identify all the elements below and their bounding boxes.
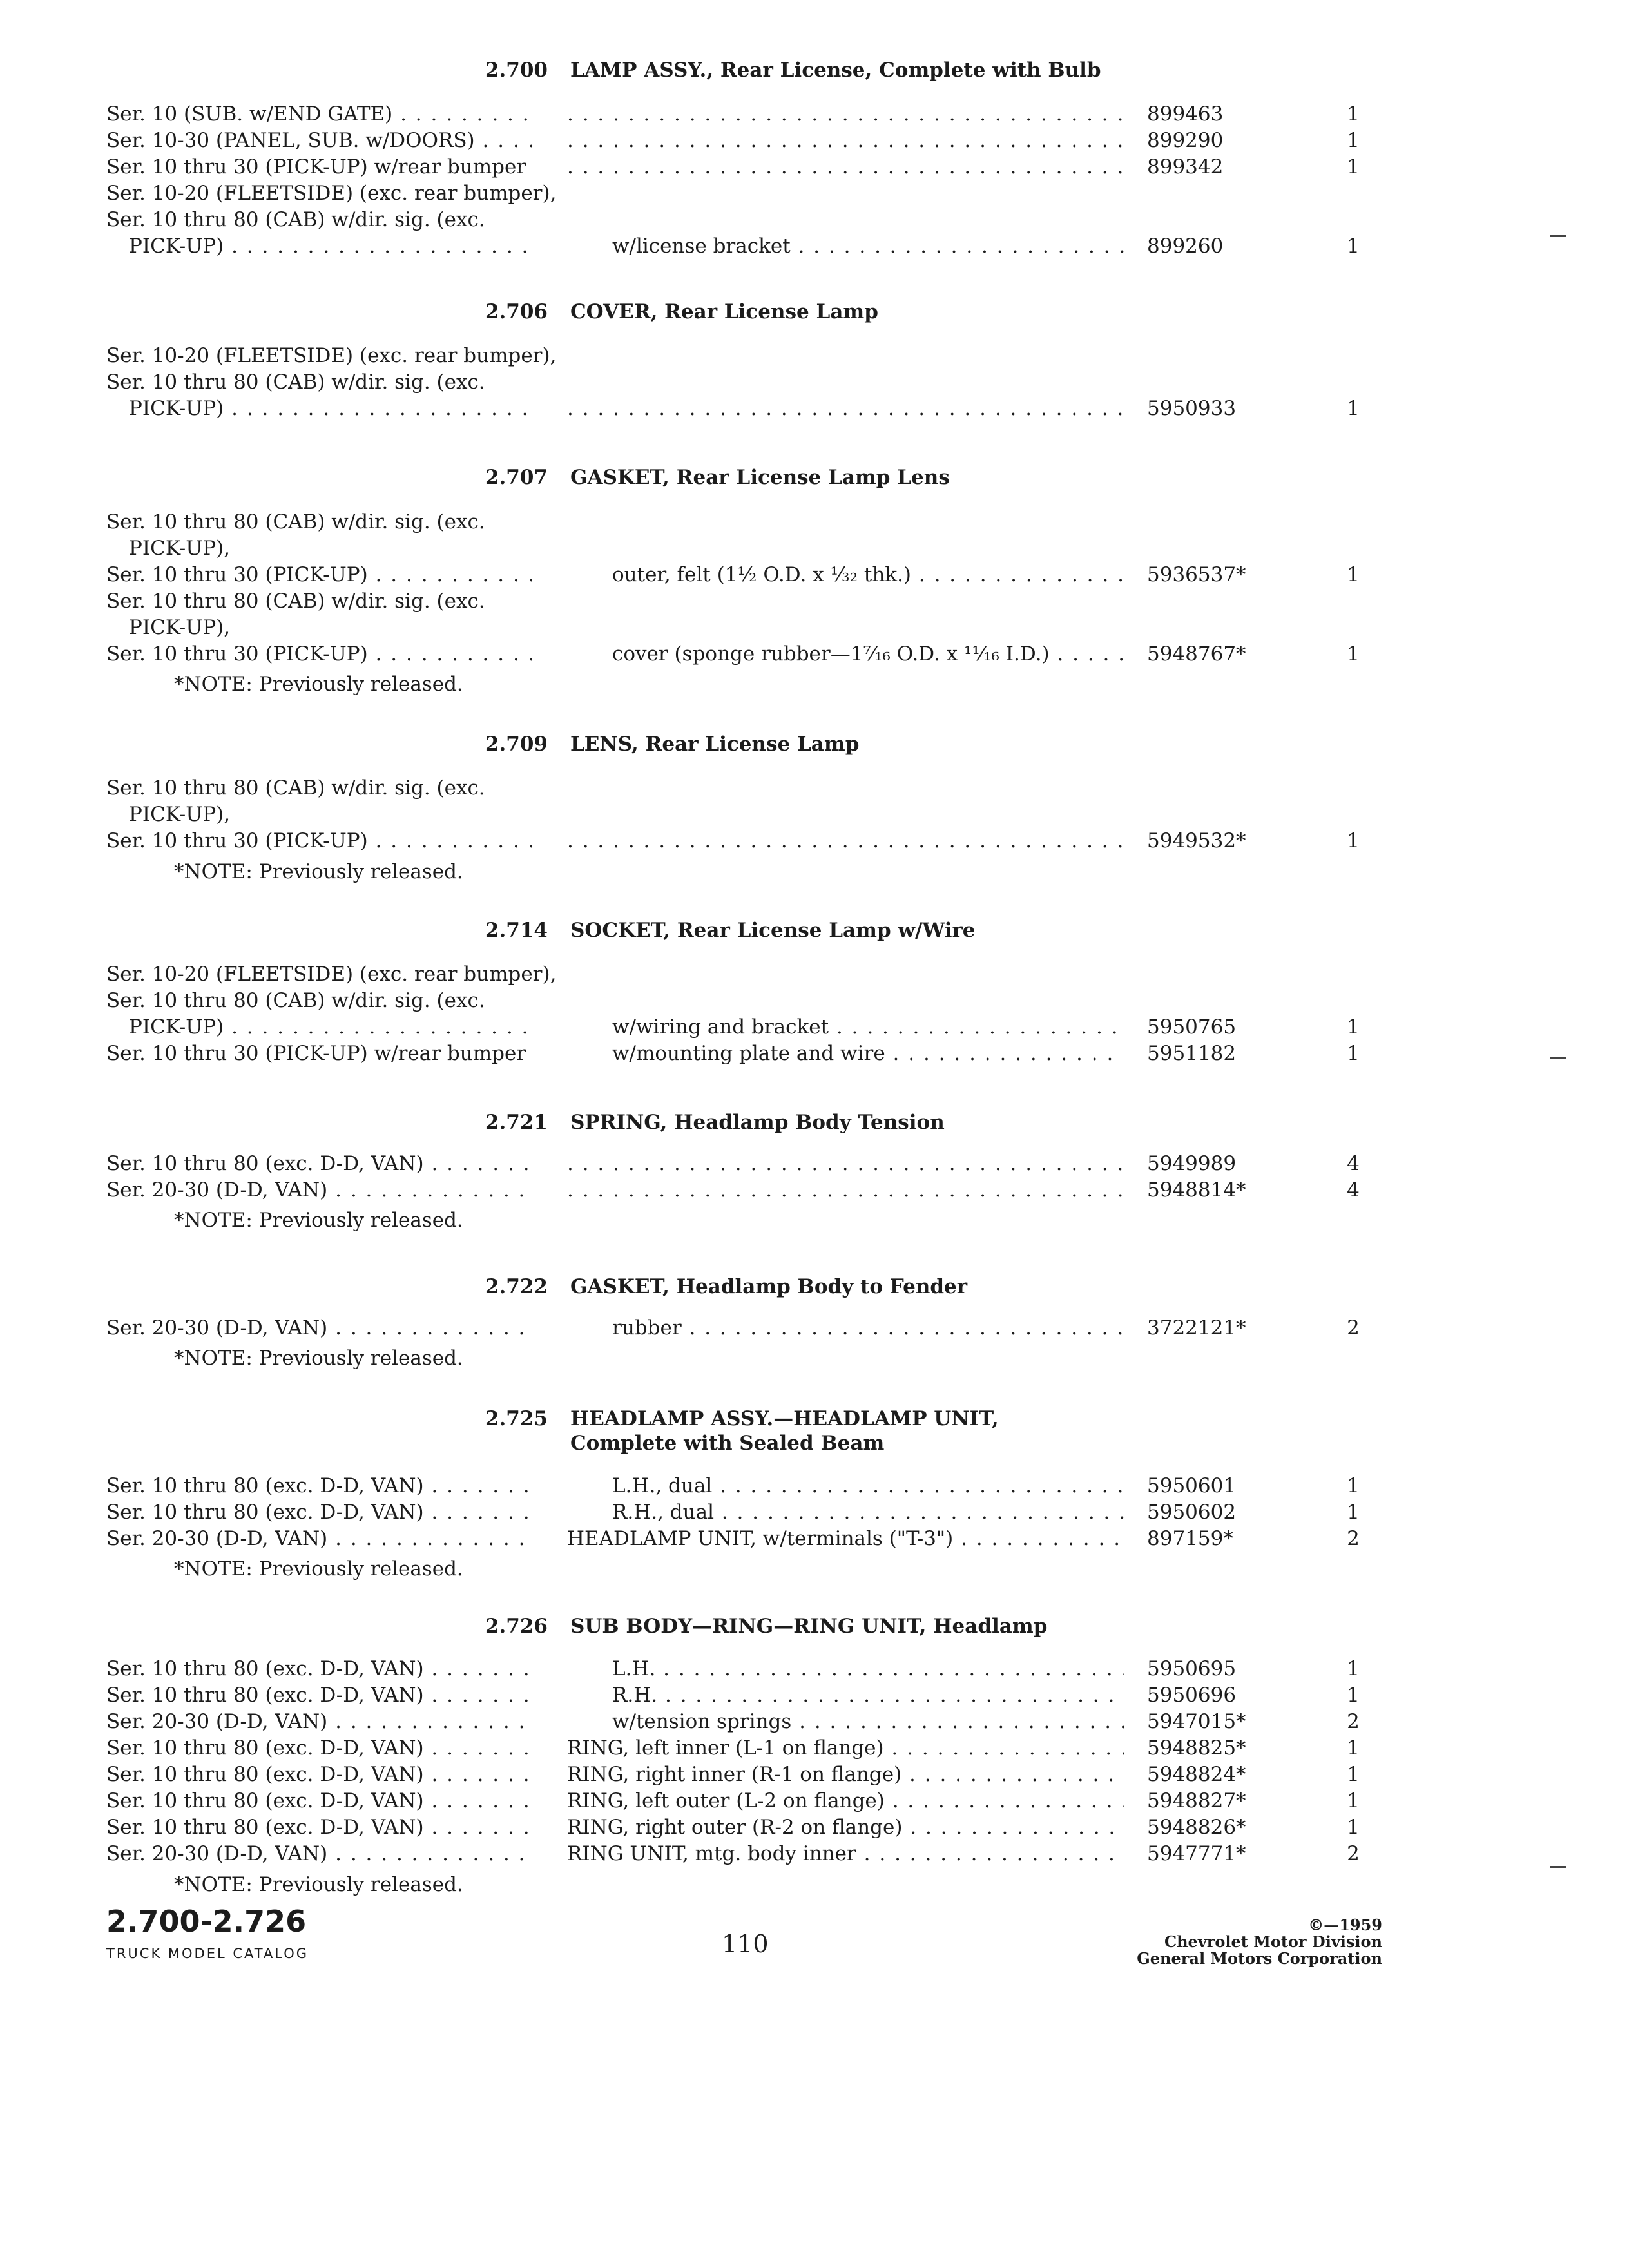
section-heading <box>451 1273 1353 1300</box>
footnote: *NOTE: Previously released. <box>174 1347 463 1370</box>
quantity: 1 <box>1347 1474 1360 1497</box>
description-text <box>567 1177 1124 1204</box>
part-number: 5948825* <box>1147 1736 1246 1760</box>
series-text: Ser. 20-30 (D-D, VAN) . . . <box>106 1526 532 1552</box>
series-text: Ser. 10 thru 80 (exc. D-D, VAN) . . . <box>106 1499 532 1526</box>
description-text: HEADLAMP UNIT, w/terminals ("T-3") . . . <box>567 1526 1124 1552</box>
series-text: PICK-UP), <box>129 537 231 560</box>
quantity: 1 <box>1347 829 1360 852</box>
series-text: Ser. 10 thru 80 (exc. D-D, VAN) . . . <box>106 1682 532 1709</box>
quantity: 2 <box>1347 1842 1360 1865</box>
section-title: COVER, Rear License Lamp <box>570 300 878 323</box>
division-line: Chevrolet Motor Division <box>1164 1932 1382 1951</box>
catalog-title: TRUCK MODEL CATALOG <box>106 1946 309 1961</box>
quantity: 2 <box>1347 1710 1360 1733</box>
quantity: 1 <box>1347 1816 1360 1839</box>
description-text: RING, left outer (L-2 on flange) . . . <box>567 1788 1124 1814</box>
section-title: LAMP ASSY., Rear License, Complete with Bulb <box>570 59 1101 82</box>
series-text: Ser. 20-30 (D-D, VAN) . . . <box>106 1315 532 1341</box>
section-number: 2.706 <box>485 300 548 323</box>
section-heading <box>451 731 1353 758</box>
corporation-line: General Motors Corporation <box>1137 1949 1382 1968</box>
series-text: Ser. 10 thru 80 (exc. D-D, VAN) . . . <box>106 1151 532 1177</box>
description-text <box>567 154 1124 180</box>
section-number: 2.722 <box>485 1275 548 1298</box>
section-title: HEADLAMP ASSY.—HEADLAMP UNIT, <box>570 1407 999 1430</box>
quantity: 1 <box>1347 1501 1360 1524</box>
section-number: 2.726 <box>485 1615 548 1638</box>
quantity: 1 <box>1347 155 1360 178</box>
quantity: 1 <box>1347 235 1360 258</box>
description-text: L.H. . . . <box>612 1656 1124 1682</box>
series-text: Ser. 20-30 (D-D, VAN) . . . <box>106 1709 532 1735</box>
series-text: Ser. 10 thru 80 (exc. D-D, VAN) . . . <box>106 1814 532 1841</box>
part-number: 5950601 <box>1147 1474 1237 1497</box>
page-range-code: 2.700-2.726 <box>106 1904 307 1939</box>
series-text: Ser. 10 thru 80 (exc. D-D, VAN) . . . <box>106 1656 532 1682</box>
description-text: w/license bracket . . . <box>612 233 1124 260</box>
footnote: *NOTE: Previously released. <box>174 673 463 696</box>
section-number: 2.714 <box>485 919 548 942</box>
series-text: Ser. 10 (SUB. w/END GATE) . . . <box>106 101 532 128</box>
description-text <box>567 101 1124 128</box>
quantity: 1 <box>1347 1015 1360 1039</box>
description-text: rubber . . . <box>612 1315 1124 1341</box>
quantity: 2 <box>1347 1316 1360 1340</box>
series-text: Ser. 10 thru 80 (exc. D-D, VAN) . . . <box>106 1788 532 1814</box>
description-text <box>567 396 1124 422</box>
quantity: 4 <box>1347 1178 1360 1202</box>
part-number: 5950696 <box>1147 1684 1237 1707</box>
description-text: RING UNIT, mtg. body inner . . . <box>567 1841 1124 1867</box>
series-text: Ser. 10 thru 80 (CAB) w/dir. sig. (exc. <box>106 776 485 800</box>
section-subtitle: Complete with Sealed Beam <box>570 1432 885 1455</box>
quantity: 1 <box>1347 642 1360 666</box>
section-title: LENS, Rear License Lamp <box>570 733 860 756</box>
series-text: Ser. 10-20 (FLEETSIDE) (exc. rear bumper), <box>106 344 557 367</box>
series-text: Ser. 10 thru 30 (PICK-UP) . . . <box>106 828 532 854</box>
section-number: 2.725 <box>485 1407 548 1430</box>
part-number: 899290 <box>1147 129 1224 152</box>
page-number: 110 <box>722 1930 769 1958</box>
section-title: GASKET, Headlamp Body to Fender <box>570 1275 968 1298</box>
description-text <box>567 828 1124 854</box>
series-text: Ser. 10 thru 80 (exc. D-D, VAN) . . . <box>106 1735 532 1762</box>
section-number: 2.721 <box>485 1111 548 1134</box>
series-text: Ser. 10-30 (PANEL, SUB. w/DOORS) . . . <box>106 128 532 154</box>
description-text: R.H. . . . <box>612 1682 1124 1709</box>
series-text: Ser. 10 thru 80 (exc. D-D, VAN) . . . <box>106 1473 532 1499</box>
quantity: 1 <box>1347 1789 1360 1812</box>
copyright-line: ©—1959 <box>1308 1916 1382 1934</box>
series-text: Ser. 10-20 (FLEETSIDE) (exc. rear bumper), <box>106 963 557 986</box>
series-text: Ser. 10 thru 80 (CAB) w/dir. sig. (exc. <box>106 590 485 613</box>
part-number: 897159* <box>1147 1527 1233 1550</box>
series-text: Ser. 10 thru 80 (CAB) w/dir. sig. (exc. <box>106 208 485 231</box>
part-number: 899260 <box>1147 235 1224 258</box>
series-text: Ser. 10 thru 30 (PICK-UP) . . . <box>106 641 532 668</box>
section-heading <box>451 917 1353 944</box>
section-title: SOCKET, Rear License Lamp w/Wire <box>570 919 976 942</box>
part-number: 5950602 <box>1147 1501 1237 1524</box>
quantity: 1 <box>1347 1763 1360 1786</box>
part-number: 5936537* <box>1147 563 1246 586</box>
copyright-block <box>1057 1917 1382 1967</box>
series-text: Ser. 10 thru 30 (PICK-UP) w/rear bumper <box>106 1042 526 1065</box>
series-text: Ser. 10 thru 80 (CAB) w/dir. sig. (exc. <box>106 510 485 533</box>
series-text: PICK-UP) . . . <box>129 233 532 260</box>
description-text: outer, felt (1½ O.D. x ⅟₃₂ thk.) . . . <box>612 562 1124 588</box>
series-text: Ser. 10 thru 80 (CAB) w/dir. sig. (exc. <box>106 989 485 1012</box>
description-text: w/mounting plate and wire . . . <box>612 1041 1124 1067</box>
section-number: 2.709 <box>485 733 548 756</box>
quantity: 1 <box>1347 1042 1360 1065</box>
part-number: 899463 <box>1147 102 1224 126</box>
series-text: PICK-UP) . . . <box>129 1014 532 1041</box>
quantity: 1 <box>1347 397 1360 420</box>
part-number: 5950695 <box>1147 1657 1237 1680</box>
section-number: 2.700 <box>485 59 548 82</box>
description-text: L.H., dual . . . <box>612 1473 1124 1499</box>
description-text <box>567 128 1124 154</box>
series-text: Ser. 10 thru 30 (PICK-UP) . . . <box>106 562 532 588</box>
margin-mark <box>1550 1057 1566 1059</box>
part-number: 5948824* <box>1147 1763 1246 1786</box>
series-text: Ser. 20-30 (D-D, VAN) . . . <box>106 1841 532 1867</box>
part-number: 3722121* <box>1147 1316 1246 1340</box>
part-number: 5951182 <box>1147 1042 1237 1065</box>
section-heading <box>451 298 1353 325</box>
description-text: cover (sponge rubber—1⁷⁄₁₆ O.D. x ¹¹⁄₁₆ I.D.) . . . <box>612 641 1124 668</box>
footnote: *NOTE: Previously released. <box>174 1209 463 1232</box>
section-number: 2.707 <box>485 466 548 489</box>
part-number: 5950765 <box>1147 1015 1237 1039</box>
part-number: 5948767* <box>1147 642 1246 666</box>
section-heading <box>451 57 1353 84</box>
series-text: PICK-UP) . . . <box>129 396 532 422</box>
part-number: 5948826* <box>1147 1816 1246 1839</box>
part-number: 5949532* <box>1147 829 1246 852</box>
footnote: *NOTE: Previously released. <box>174 860 463 883</box>
part-number: 5950933 <box>1147 397 1237 420</box>
section-title: GASKET, Rear License Lamp Lens <box>570 466 950 489</box>
quantity: 1 <box>1347 563 1360 586</box>
quantity: 1 <box>1347 1684 1360 1707</box>
series-text: PICK-UP), <box>129 803 231 826</box>
part-number: 5948827* <box>1147 1789 1246 1812</box>
description-text: RING, right outer (R-2 on flange) . . . <box>567 1814 1124 1841</box>
quantity: 1 <box>1347 102 1360 126</box>
section-title: SPRING, Headlamp Body Tension <box>570 1111 945 1134</box>
series-text: Ser. 10-20 (FLEETSIDE) (exc. rear bumper), <box>106 182 557 205</box>
section-heading <box>451 1109 1353 1136</box>
description-text <box>567 1151 1124 1177</box>
series-text: Ser. 10 thru 80 (exc. D-D, VAN) . . . <box>106 1762 532 1788</box>
quantity: 4 <box>1347 1152 1360 1175</box>
section-heading <box>451 1405 1353 1432</box>
margin-mark <box>1550 235 1566 237</box>
part-number: 5947771* <box>1147 1842 1246 1865</box>
quantity: 1 <box>1347 1736 1360 1760</box>
series-text: PICK-UP), <box>129 616 231 639</box>
footnote: *NOTE: Previously released. <box>174 1557 463 1581</box>
description-text: R.H., dual . . . <box>612 1499 1124 1526</box>
part-number: 899342 <box>1147 155 1224 178</box>
description-text: RING, left inner (L-1 on flange) . . . <box>567 1735 1124 1762</box>
description-text: w/tension springs . . . <box>612 1709 1124 1735</box>
quantity: 1 <box>1347 1657 1360 1680</box>
footnote: *NOTE: Previously released. <box>174 1873 463 1896</box>
quantity: 2 <box>1347 1527 1360 1550</box>
margin-mark <box>1550 1866 1566 1868</box>
quantity: 1 <box>1347 129 1360 152</box>
part-number: 5947015* <box>1147 1710 1246 1733</box>
series-text: Ser. 10 thru 30 (PICK-UP) w/rear bumper <box>106 155 526 178</box>
part-number: 5949989 <box>1147 1152 1237 1175</box>
section-heading <box>451 464 1353 491</box>
series-text: Ser. 10 thru 80 (CAB) w/dir. sig. (exc. <box>106 370 485 394</box>
part-number: 5948814* <box>1147 1178 1246 1202</box>
description-text: RING, right inner (R-1 on flange) . . . <box>567 1762 1124 1788</box>
description-text: w/wiring and bracket . . . <box>612 1014 1124 1041</box>
section-heading <box>451 1613 1353 1640</box>
section-title: SUB BODY—RING—RING UNIT, Headlamp <box>570 1615 1048 1638</box>
series-text: Ser. 20-30 (D-D, VAN) . . . <box>106 1177 532 1204</box>
